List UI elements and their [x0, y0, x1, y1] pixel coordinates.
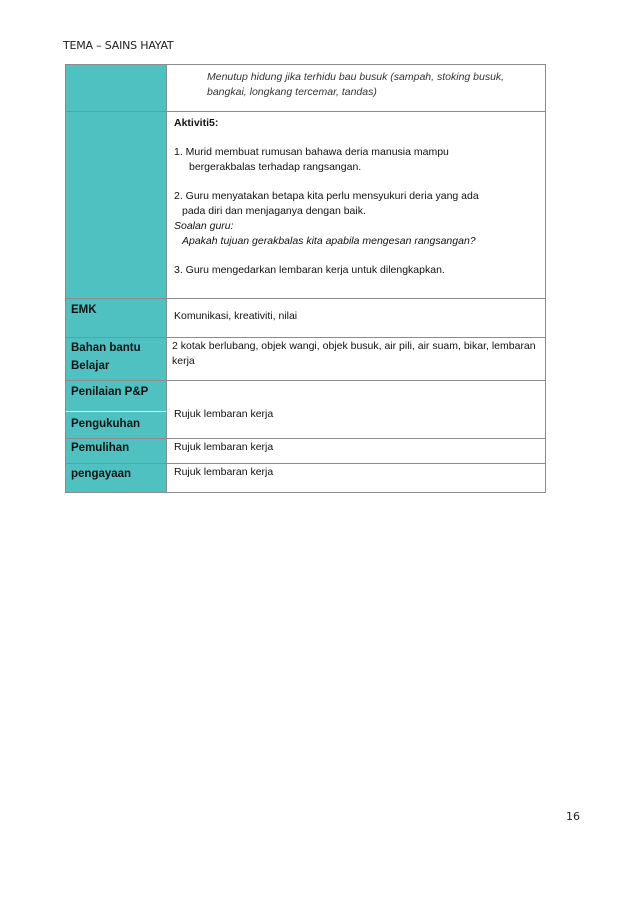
pengayaan-label-cell — [66, 464, 167, 493]
intro-text: Menutup hidung jika terhidu bau busuk (sampah, stoking busuk, bangkai, longkang tercemar, tandas) — [207, 71, 505, 98]
emk-label: EMK — [71, 304, 97, 316]
emk-value: Komunikasi, kreativiti, nilai — [174, 310, 298, 322]
penilaian-value-cell — [167, 381, 546, 439]
pengayaan-value: Rujuk lembaran kerja — [174, 466, 274, 478]
penilaian-label-cell — [66, 381, 167, 439]
penilaian-label: Penilaian P&P — [71, 386, 149, 398]
pemulihan-value-cell — [167, 439, 546, 464]
label-cell-empty — [66, 65, 167, 112]
pengukuhan-label: Pengukuhan — [66, 411, 166, 433]
activity-cell — [167, 112, 546, 299]
emk-label-cell — [66, 299, 167, 338]
table-row — [66, 464, 546, 493]
bahan-value-cell — [167, 338, 546, 381]
table-row — [66, 381, 546, 439]
label-cell-empty — [66, 112, 167, 299]
bahan-label-line-2: Belajar — [71, 360, 110, 372]
penilaian-value: Rujuk lembaran kerja — [174, 408, 274, 420]
table-row — [66, 299, 546, 338]
bahan-label-cell — [66, 338, 167, 381]
pemulihan-label: Pemulihan — [71, 442, 130, 454]
activity-item-3: 3. Guru mengedarkan lembaran kerja untuk dilengkapkan. — [174, 264, 445, 276]
pemulihan-value: Rujuk lembaran kerja — [174, 441, 274, 453]
pengayaan-value-cell — [167, 464, 546, 493]
table-row — [66, 112, 546, 299]
emk-value-cell — [167, 299, 546, 338]
question-text: Apakah tujuan gerakbalas kita apabila mengesan rangsangan? — [182, 235, 476, 247]
pemulihan-label-cell — [66, 439, 167, 464]
bahan-value: 2 kotak berlubang, objek wangi, objek busuk, air pili, air suam, bikar, lembaran kerja — [172, 340, 536, 367]
activity-item-1-line-1: 1. Murid membuat rumusan bahawa deria manusia mampu — [174, 146, 449, 158]
activity-item-2-line-2: pada diri dan menjaganya dengan baik. — [182, 205, 366, 217]
pengayaan-label: pengayaan — [71, 468, 132, 480]
header-title: TEMA – SAINS HAYAT — [63, 39, 174, 52]
activity-item-2-line-1: 2. Guru menyatakan betapa kita perlu mensyukuri deria yang ada — [174, 190, 479, 202]
page-number: 16 — [566, 810, 580, 823]
question-label: Soalan guru: — [174, 220, 234, 232]
table-row — [66, 439, 546, 464]
table-row — [66, 65, 546, 112]
activity-item-1-line-2: bergerakbalas terhadap rangsangan. — [189, 161, 362, 173]
content-cell — [167, 65, 546, 112]
bahan-label-line-1: Bahan bantu — [71, 342, 141, 354]
table-row — [66, 338, 546, 381]
lesson-table — [65, 64, 546, 493]
activity-title: Aktiviti5: — [174, 117, 219, 129]
